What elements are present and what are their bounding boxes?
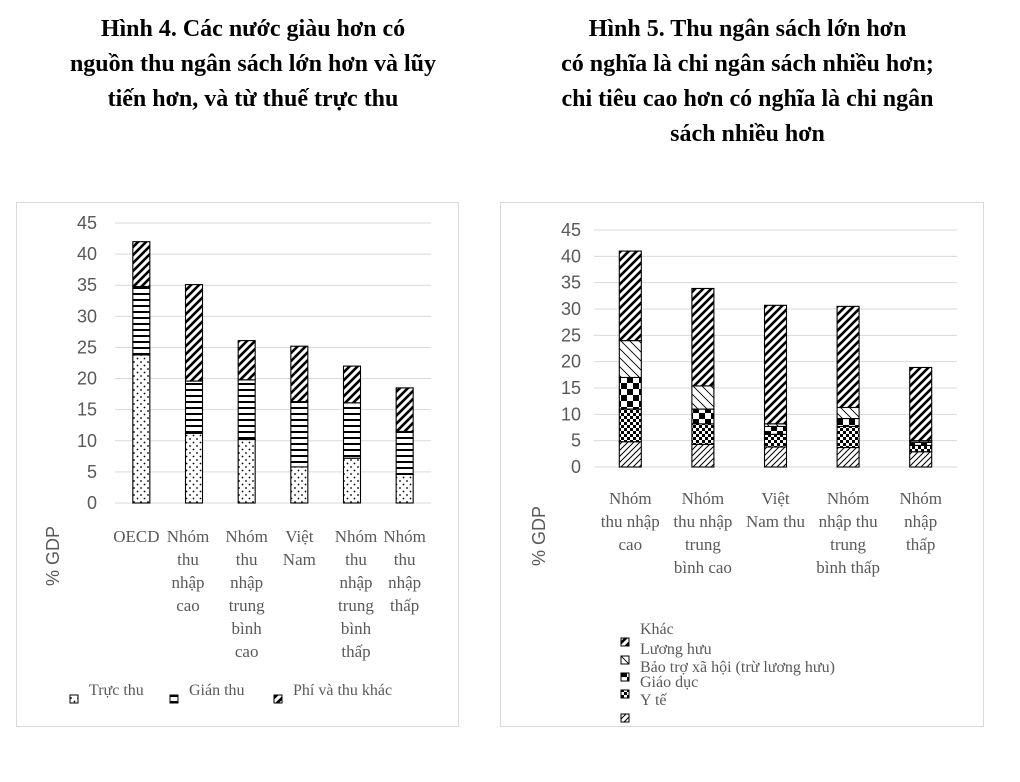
figure5-bar-4-0 — [910, 452, 932, 467]
figure5-title-line1: Hình 5. Thu ngân sách lớn hơn — [588, 16, 907, 42]
figure5-legend-label: Y tế — [640, 692, 667, 709]
figure5-bar-2-1 — [765, 434, 787, 447]
figure5-legend-label: Bảo trợ xã hội (trừ lương hưu) — [640, 659, 835, 676]
figure5-bar-1-3 — [692, 386, 714, 409]
figure4-bar-5-2 — [396, 388, 413, 432]
figure5-legend-label: Giáo dục — [640, 674, 699, 691]
figure5-bar-3-4 — [837, 306, 859, 407]
figure5-bar-2-2 — [765, 426, 787, 434]
figure5-y-tick-label: 35 — [560, 272, 581, 293]
figure5-category-label: Nhóm nhập thấp — [899, 489, 942, 554]
figure5-y-tick-label: 25 — [560, 325, 581, 346]
figure5-title-line4: sách nhiều hơn — [670, 121, 825, 147]
figure4-bar-1-1 — [186, 381, 203, 433]
figure4-y-tick-label: 15 — [76, 399, 97, 420]
figure5-bar-0-2 — [619, 377, 641, 409]
figure5-bar-1-0 — [692, 444, 714, 467]
figure5-legend-label: Khác — [640, 621, 674, 638]
figure4-category-label: Nhóm thu nhập thấp — [383, 527, 426, 615]
figure4-bar-3-2 — [291, 346, 308, 401]
figure4-bar-2-1 — [238, 380, 255, 440]
figure5-legend-swatch — [621, 673, 629, 681]
figure4-bar-5-1 — [396, 431, 413, 474]
figure4-bar-2-0 — [238, 440, 255, 503]
figure4-title-line3: tiến hơn, và từ thuế trực thu — [107, 86, 399, 112]
figure4-title — [18, 12, 488, 117]
figure4-category-label: Nhóm thu nhập trung bình thấp — [334, 527, 378, 661]
figure4-legend-swatch — [170, 695, 178, 703]
figure5-bar-0-4 — [619, 251, 641, 341]
figure4-bar-0-0 — [133, 355, 150, 503]
figure5-title-line3: chi tiêu cao hơn có nghĩa là chi ngân — [561, 86, 934, 112]
figure4-title-line2: nguồn thu ngân sách lớn hơn và lũy — [69, 51, 437, 77]
figure4-chart — [17, 203, 458, 726]
figure4-y-axis-label: % GDP — [43, 525, 63, 587]
figure5-y-tick-label: 40 — [560, 246, 581, 267]
figure5-bar-3-3 — [837, 407, 859, 418]
figure4-y-tick-label: 5 — [86, 461, 97, 482]
figure4-bar-3-0 — [291, 467, 308, 503]
figure5-bar-2-0 — [765, 447, 787, 467]
figure4-category-label: Nhóm thu nhập trung bình cao — [225, 527, 268, 661]
figure4-y-tick-label: 10 — [76, 430, 97, 451]
figure5-y-tick-label: 30 — [560, 299, 581, 319]
figure5-bar-3-0 — [837, 448, 859, 467]
figure4-y-tick-label: 45 — [76, 213, 97, 233]
figure4-bar-0-2 — [133, 242, 150, 287]
figure5-bar-2-4 — [765, 305, 787, 424]
figure4-y-tick-label: 35 — [76, 275, 97, 296]
figure5-y-tick-label: 5 — [570, 430, 581, 451]
figure4-bar-1-2 — [186, 285, 203, 381]
figure5-chart — [501, 203, 983, 726]
figure4-bar-0-1 — [133, 286, 150, 354]
figure5-legend-swatch — [621, 714, 629, 722]
figure5-category-label: Việt Nam thu — [745, 489, 806, 531]
figure5-category-label: Nhóm thu nhập trung bình cao — [673, 489, 733, 577]
figure4-y-tick-label: 0 — [86, 493, 97, 513]
figure4-bar-1-0 — [186, 433, 203, 503]
figure5-y-axis-label: % GDP — [529, 505, 549, 567]
figure4-category-label: OECD — [113, 527, 160, 546]
figure5-bar-1-2 — [692, 409, 714, 424]
figure4-y-tick-label: 40 — [76, 244, 97, 265]
figure4-chart-panel — [16, 202, 459, 727]
figure5-legend-label: Lương hưu — [640, 641, 712, 658]
figure5-category-label: Nhóm thu nhập cao — [600, 489, 660, 554]
figure5-bar-0-3 — [619, 341, 641, 378]
figure5-category-label: Nhóm nhập thu trung bình thấp — [816, 489, 880, 577]
figure5-y-tick-label: 20 — [560, 351, 581, 372]
figure4-bar-3-1 — [291, 402, 308, 467]
figure5-bar-3-2 — [837, 419, 859, 427]
figure4-category-label: Nhóm thu nhập cao — [166, 527, 210, 615]
figure4-title-line1: Hình 4. Các nước giàu hơn có — [100, 16, 406, 42]
figure5-legend-swatch — [621, 656, 629, 664]
figure5-bar-0-0 — [619, 442, 641, 467]
figure5-bar-3-1 — [837, 426, 859, 447]
figure4-bar-2-2 — [238, 341, 255, 380]
figure4-bar-4-2 — [344, 366, 361, 403]
figure5-y-tick-label: 45 — [560, 220, 581, 240]
figure5-bar-1-1 — [692, 424, 714, 445]
figure5-legend-swatch — [621, 690, 629, 698]
figure4-y-tick-label: 20 — [76, 368, 97, 389]
figure5-bar-4-4 — [910, 367, 932, 440]
figure4-legend-label: Gián thu — [189, 682, 245, 699]
figure4-bar-4-0 — [344, 458, 361, 503]
figure4-legend-label: Phí và thu khác — [293, 682, 393, 699]
figure5-chart-panel — [500, 202, 984, 727]
figure4-bar-5-0 — [396, 474, 413, 503]
figure4-legend-swatch — [274, 695, 282, 703]
figure4-legend-swatch — [70, 695, 78, 703]
figure5-y-tick-label: 15 — [560, 378, 581, 398]
figure5-title — [505, 12, 990, 152]
figure5-bar-0-1 — [619, 409, 641, 442]
figure4-y-tick-label: 25 — [76, 337, 97, 358]
figure4-y-tick-label: 30 — [76, 306, 97, 327]
figure5-y-tick-label: 10 — [560, 404, 581, 425]
figure5-bar-1-4 — [692, 288, 714, 385]
figure4-bar-4-1 — [344, 403, 361, 458]
figure5-legend-swatch — [621, 638, 629, 646]
figure5-title-line2: có nghĩa là chi ngân sách nhiều hơn; — [561, 51, 934, 77]
figure5-y-tick-label: 0 — [570, 457, 581, 477]
figure4-category-label: Việt Nam — [282, 527, 316, 569]
figure5-bar-4-1 — [910, 445, 932, 451]
figure4-legend-label: Trực thu — [89, 682, 144, 699]
